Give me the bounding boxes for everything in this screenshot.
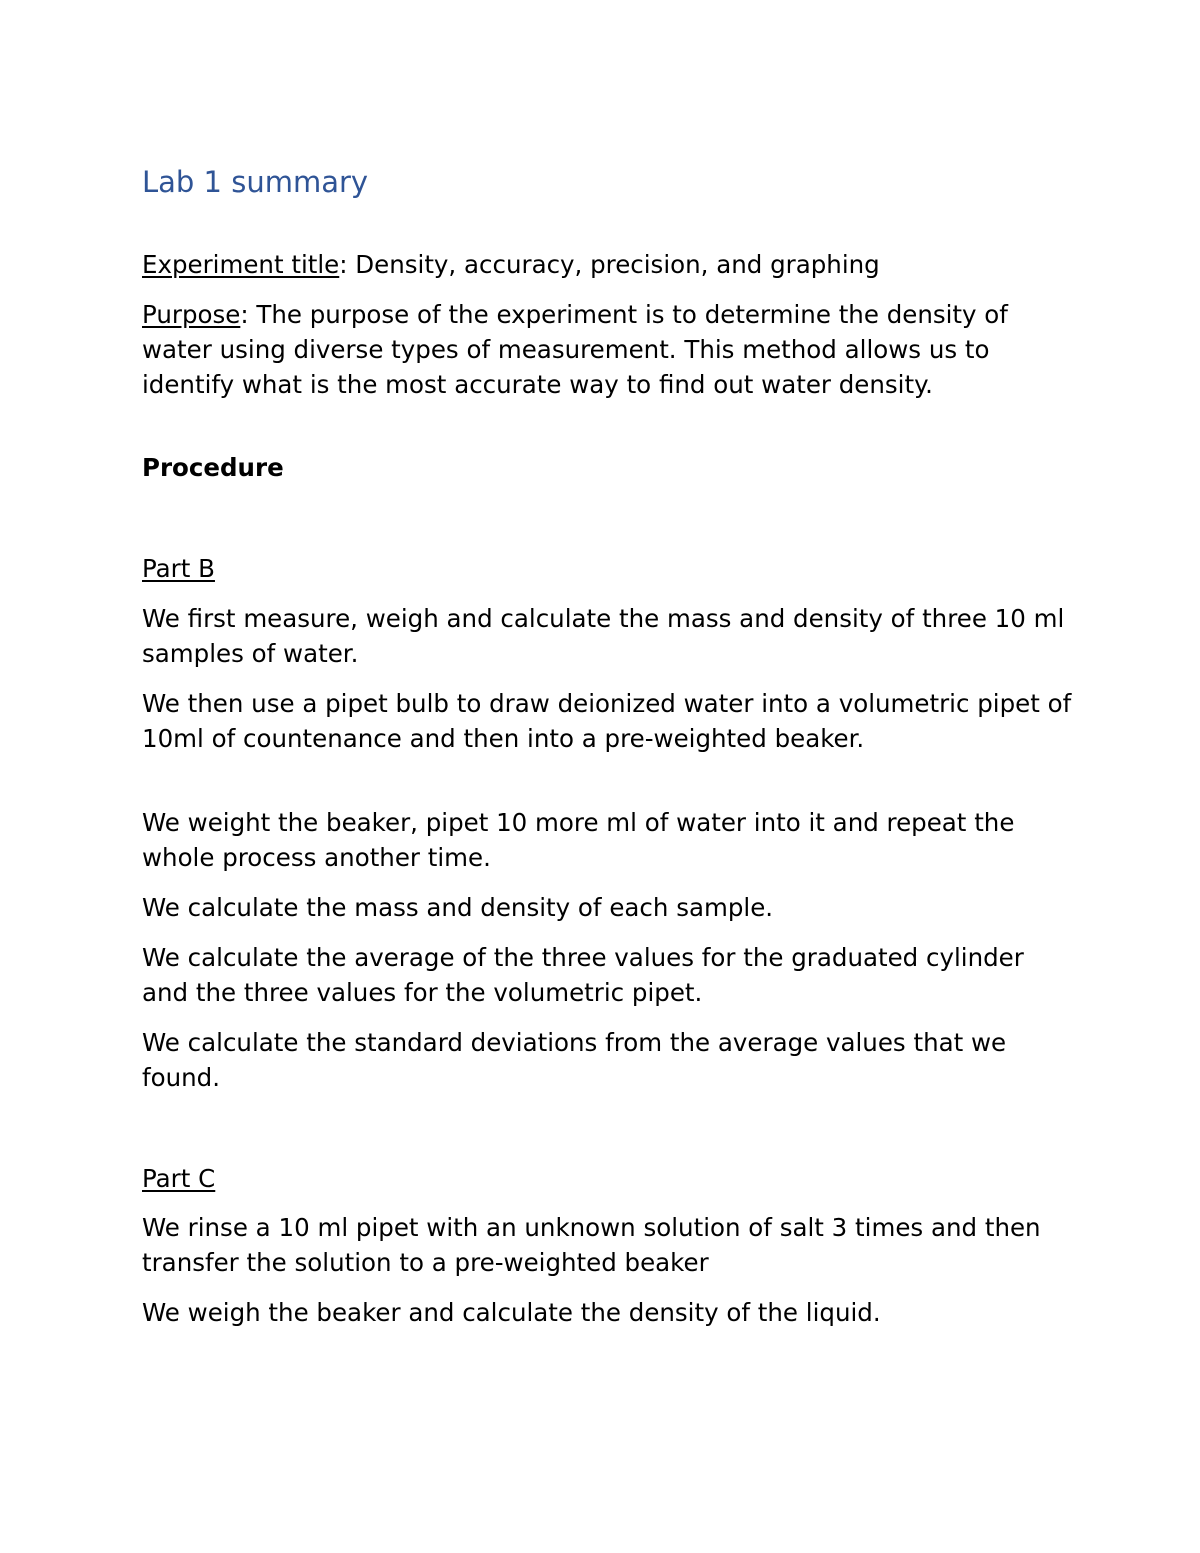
part-c-paragraph: We weigh the beaker and calculate the density of the liquid. [142,1298,881,1327]
part-b-heading: Part B [142,554,215,583]
experiment-title-label: Experiment title [142,250,340,279]
experiment-title-value: : Density, accuracy, precision, and graphing [339,250,880,279]
part-b-paragraph: We weight the beaker, pipet 10 more ml of water into it and repeat the whole process another time. [142,808,1015,872]
purpose-label: Purpose [142,300,241,329]
document-title: Lab 1 summary [142,165,369,199]
part-b-heading-line [142,551,1072,586]
part-c-heading: Part C [142,1164,216,1193]
part-b-paragraph: We calculate the average of the three values for the graduated cylinder and the three values for the volumetric pipet. [142,943,1024,1007]
part-b-paragraph: We then use a pipet bulb to draw deionized water into a volumetric pipet of 10ml of countenance and then into a pre-weighted beaker. [142,689,1072,753]
part-b-paragraph: We calculate the mass and density of each sample. [142,893,774,922]
experiment-title-line [142,247,1072,282]
procedure-heading: Procedure [142,453,284,482]
purpose-paragraph [142,297,1072,402]
purpose-text: : The purpose of the experiment is to determine the density of water using diverse types of measurement. This method allows us to identify what is the most accurate way to find out water density. [142,300,1008,399]
part-c-paragraph: We rinse a 10 ml pipet with an unknown solution of salt 3 times and then transfer the solution to a pre-weighted beaker [142,1213,1041,1277]
part-c-heading-line [142,1161,1072,1196]
part-b-paragraph: We calculate the standard deviations from the average values that we found. [142,1028,1007,1092]
part-b-paragraph: We first measure, weigh and calculate the mass and density of three 10 ml samples of water. [142,604,1065,668]
